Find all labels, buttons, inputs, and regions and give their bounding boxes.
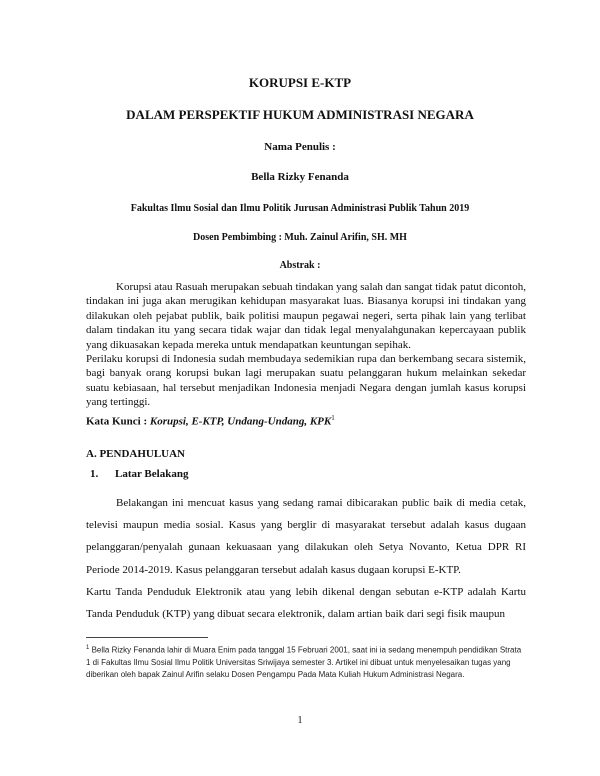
body-paragraph-2: Kartu Tanda Penduduk Elektronik atau yang lebih dikenal dengan sebutan e-KTP adalah Kartu Tanda Penduduk (KTP) yang dibuat secara elektronik, dalam artian baik dari segi fisik maupun	[86, 585, 526, 621]
keywords-label: Kata Kunci :	[86, 415, 148, 428]
body-text	[86, 492, 526, 625]
title-line-1: KORUPSI E-KTP	[248, 75, 352, 90]
author-name: Bella Rizky Fenanda	[251, 171, 349, 183]
subsection-heading	[90, 468, 188, 480]
abstract-paragraph-2: Perilaku korupsi di Indonesia sudah membudaya sedemikian rupa dan berkembang secara sistemik, bagi banyak orang korupsi bukan lagi merupakan suatu pelanggaran hukum melainkan sekedar suatu kebiasaan, hal tersebut menjadikan Indonesia menjadi Negara dengan jumlah kasus korupsi yang tertinggi.	[86, 353, 526, 409]
footnote-mark: 1	[86, 645, 90, 651]
title-line-2: DALAM PERSPEKTIF HUKUM ADMINISTRASI NEGARA	[126, 107, 474, 122]
abstract-body	[86, 280, 526, 410]
section-heading: A. PENDAHULUAN	[86, 448, 185, 460]
author-faculty: Fakultas Ilmu Sosial dan Ilmu Politik Jurusan Administrasi Publik Tahun 2019	[130, 203, 470, 214]
subsection-title: Latar Belakang	[115, 468, 189, 480]
footnote-text: Bella Rizky Fenanda lahir di Muara Enim pada tanggal 15 Februari 2001, saat ini ia sedang menempuh pendidikan Strata 1 di Fakultas Ilmu Sosial Ilmu Politik Universitas Sriwijaya semester 3. Artikel ini dibuat untuk menyelesaikan tugas yang diberikan oleh bapak Zainul Arifin selaku Dosen Pengampu Pada Mata Kuliah Hukum Administrasi Negara.	[86, 645, 522, 680]
footnote	[86, 642, 526, 682]
footnote-separator	[86, 637, 208, 638]
keywords	[86, 414, 526, 428]
page-number: 1	[297, 715, 303, 726]
keywords-value: Korupsi, E-KTP, Undang-Undang, KPK	[149, 415, 332, 428]
author-label: Nama Penulis :	[264, 141, 336, 153]
footnote-reference: 1	[331, 414, 335, 422]
abstract-heading: Abstrak :	[279, 260, 321, 271]
abstract-paragraph-1: Korupsi atau Rasuah merupakan sebuah tindakan yang salah dan sangat tidak patut dicontoh, tindakan ini juga akan merugikan kehidupan masyarakat luas. Biasanya korupsi ini tindakan yang dilakukan oleh pejabat publik, baik politisi maupun pegawai negeri, serta pihak lain yang terlibat dalam tindakan itu yang secara tidak wajar dan tidak legal menyalahgunakan kepercayaan publik yang dikuasakan kepada mereka untuk mendapatkan keuntungan sepihak.	[86, 281, 526, 351]
subsection-number: 1.	[90, 468, 99, 480]
author-supervisor: Dosen Pembimbing : Muh. Zainul Arifin, SH. MH	[193, 232, 407, 243]
body-paragraph-1: Belakangan ini mencuat kasus yang sedang ramai dibicarakan public baik di media cetak, televisi maupun media sosial. Kasus yang berglir di masyarakat tersebut adalah kasus dugaan pelanggaran/penyalah gunaan kekuasaan yang dilakukan oleh Setya Novanto, Ketua DPR RI Periode 2014-2019. Kasus pelanggaran tersebut adalah kasus dugaan korupsi E-KTP.	[86, 497, 526, 576]
